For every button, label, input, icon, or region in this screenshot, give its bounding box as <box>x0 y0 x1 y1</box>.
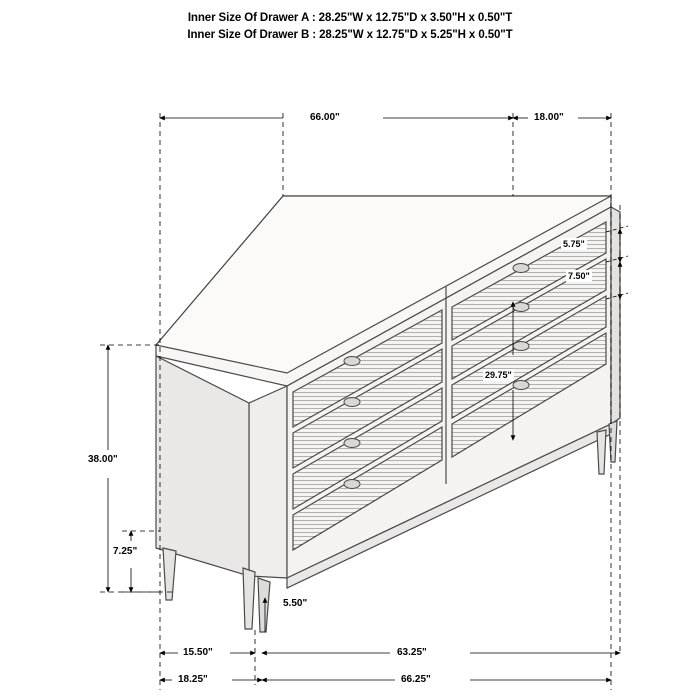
dim-label-cabinet-side: 29.75" <box>485 370 512 380</box>
dim-label-top-depth: 18.00" <box>534 112 564 123</box>
pull-icon <box>344 398 360 407</box>
leg-rear-right <box>609 421 617 462</box>
dresser-body <box>156 196 620 632</box>
leg-front-left <box>243 568 255 629</box>
left-side-panel <box>249 386 287 578</box>
pull-icon <box>513 303 529 312</box>
left-side-face <box>156 356 249 576</box>
drawer-b-note: Inner Size Of Drawer B : 28.25"W x 12.75"D x 5.25"H x 0.50"T <box>187 29 513 41</box>
pull-icon <box>513 381 529 390</box>
pull-icon <box>344 439 360 448</box>
leg-front-right <box>597 430 606 474</box>
dim-label-drawer-small: 5.75" <box>563 239 585 249</box>
dim-label-depth-outer: 18.25" <box>178 674 208 685</box>
right-edge <box>611 207 620 424</box>
pull-icon <box>344 480 360 489</box>
dim-label-top-width: 66.00" <box>310 112 340 123</box>
dim-label-leg-height: 7.25" <box>113 546 138 557</box>
leg-front-left-inner <box>258 578 270 632</box>
dim-label-overall-height: 38.00" <box>88 454 118 465</box>
dim-label-width-outer: 66.25" <box>401 674 431 685</box>
pull-icon <box>513 342 529 351</box>
dim-label-drawer-front: 7.50" <box>568 271 590 281</box>
dim-label-depth-base: 15.50" <box>183 647 213 658</box>
pull-icon <box>344 357 360 366</box>
dim-label-leg-offset: 5.50" <box>283 598 308 609</box>
pull-icon <box>513 264 529 273</box>
drawer-a-note: Inner Size Of Drawer A : 28.25"W x 12.75"D x 3.50"H x 0.50"T <box>187 12 513 24</box>
dim-label-width-base: 63.25" <box>397 647 427 658</box>
